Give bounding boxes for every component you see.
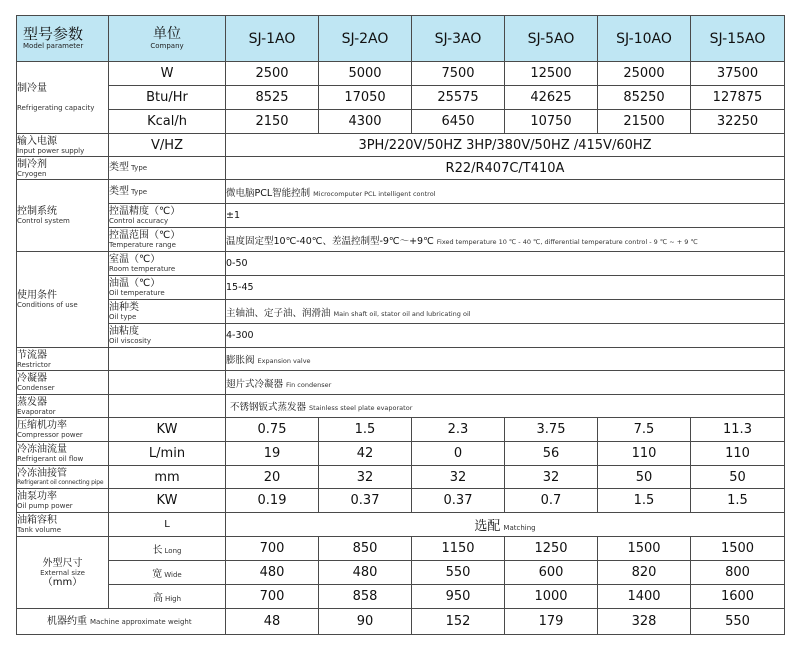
- value-cell: 85250: [598, 86, 691, 110]
- header-model: SJ-2AO: [319, 16, 412, 62]
- viscosity-value: 4-300: [226, 324, 785, 348]
- value-en: Fixed temperature 10 ℃ - 40 ℃, differential temperature control - 9 ℃ ~ + 9 ℃: [436, 237, 698, 246]
- unit-cell: L/min: [109, 442, 226, 466]
- header-model-en: Model parameter: [23, 42, 84, 50]
- value-cell: 2500: [226, 62, 319, 86]
- control-row: [17, 204, 785, 228]
- evaporator-value: [226, 395, 785, 418]
- value-cell: 2.3: [412, 418, 505, 442]
- value-cell: 4300: [319, 110, 412, 134]
- label-en: Control system: [17, 217, 70, 225]
- size-row: [17, 585, 785, 609]
- value-cell: 90: [319, 609, 412, 635]
- evaporator-row: [17, 395, 785, 418]
- label-cn: 控制系统: [17, 206, 57, 217]
- empty-cell: [109, 348, 226, 371]
- value-cell: 56: [505, 442, 598, 466]
- label-cn: 制冷量: [17, 83, 47, 94]
- value-cn: 微电脑PCL智能控制: [226, 187, 311, 199]
- value-cell: 6450: [412, 110, 505, 134]
- header-unit: [109, 16, 226, 62]
- size-sub-label: [109, 537, 226, 561]
- label-en: Oil pump power: [17, 502, 73, 510]
- value-cell: 700: [226, 585, 319, 609]
- conditions-row: [17, 252, 785, 276]
- pump-label: [17, 489, 109, 513]
- sub-en: Long: [164, 547, 182, 555]
- compressor-label: [17, 418, 109, 442]
- power-supply-row: [17, 134, 785, 157]
- label-en: Evaporator: [17, 407, 56, 416]
- value-cell: 550: [691, 609, 785, 635]
- label-en: Conditions of use: [17, 301, 78, 309]
- value-cell: 1250: [505, 537, 598, 561]
- value-cell: 550: [412, 561, 505, 585]
- label-cn: 输入电源: [17, 135, 57, 147]
- oil-temp-label: [109, 276, 226, 300]
- conditions-label: [17, 252, 109, 348]
- value-en: Matching: [503, 524, 536, 532]
- value-en: Stainless steel plate evaporator: [309, 404, 413, 412]
- value-cell: 0.37: [319, 489, 412, 513]
- value-cell: 50: [691, 466, 785, 489]
- control-row: [17, 228, 785, 252]
- label-en: Refrigerant oil connecting pipe: [17, 478, 104, 486]
- value-cell: 152: [412, 609, 505, 635]
- value-cell: 600: [505, 561, 598, 585]
- label-cn: 油泵功率: [17, 491, 57, 502]
- value-cell: 1.5: [319, 418, 412, 442]
- sub-en: High: [164, 595, 182, 603]
- label-cn: 冷冻油接管: [17, 467, 67, 479]
- value-cn: 不锈钢钣式蒸发器: [230, 402, 307, 413]
- tank-label: [17, 513, 109, 537]
- value-cell: 1000: [505, 585, 598, 609]
- conditions-row: [17, 276, 785, 300]
- value-cell: 11.3: [691, 418, 785, 442]
- sub-en: Oil viscosity: [109, 337, 151, 345]
- sub-cn: 控温精度（℃）: [109, 206, 181, 217]
- value-en: Microcomputer PCL intelligent control: [313, 189, 436, 198]
- label-cn: 制冷剂: [17, 158, 47, 170]
- pump-row: [17, 489, 785, 513]
- refrigerating-row: [17, 110, 785, 134]
- value-cell: 950: [412, 585, 505, 609]
- evaporator-label: [17, 395, 109, 418]
- oil-flow-label: [17, 442, 109, 466]
- header-model: SJ-5AO: [505, 16, 598, 62]
- room-temp-value: 0-50: [226, 252, 785, 276]
- unit-cell: L: [109, 513, 226, 537]
- compressor-row: [17, 418, 785, 442]
- unit-cell: KW: [109, 489, 226, 513]
- value-cell: 480: [226, 561, 319, 585]
- header-model-cn: 型号参数: [23, 25, 84, 43]
- unit-cell: Kcal/h: [109, 110, 226, 134]
- header-model: SJ-3AO: [412, 16, 505, 62]
- value-cell: 179: [505, 609, 598, 635]
- power-supply-label: [17, 134, 109, 157]
- label-en: Refrigerant oil flow: [17, 455, 84, 463]
- header-model: SJ-10AO: [598, 16, 691, 62]
- cryogen-sub-label: [109, 157, 226, 180]
- label-en: External size: [40, 568, 85, 577]
- unit-cell: V/HZ: [109, 134, 226, 157]
- oil-pipe-label: [17, 466, 109, 489]
- header-model: SJ-1AO: [226, 16, 319, 62]
- restrictor-value: [226, 348, 785, 371]
- label-cn: 使用条件: [17, 290, 57, 301]
- control-accuracy-value: ±1: [226, 204, 785, 228]
- oil-type-value: [226, 300, 785, 324]
- cryogen-value: R22/R407C/T410A: [226, 157, 785, 180]
- value-cell: 20: [226, 466, 319, 489]
- sub-cn: 类型: [109, 162, 129, 173]
- power-supply-value: 3PH/220V/50HZ 3HP/380V/50HZ /415V/60HZ: [226, 134, 785, 157]
- sub-cn: 油种类: [109, 302, 139, 313]
- sub-en: Wide: [164, 571, 182, 579]
- unit-cell: Btu/Hr: [109, 86, 226, 110]
- sub-cn: 控温范围（℃）: [109, 230, 181, 241]
- value-cell: 1150: [412, 537, 505, 561]
- label-en: Tank volume: [17, 526, 62, 534]
- header-unit-en: Company: [150, 42, 184, 50]
- value-cell: 1500: [598, 537, 691, 561]
- unit-cell: KW: [109, 418, 226, 442]
- value-cn: 温度固定型10℃-40℃、差温控制型-9℃～+9℃: [226, 235, 434, 247]
- value-en: Main shaft oil, stator oil and lubricating oil: [333, 309, 471, 318]
- oil-type-label: [109, 300, 226, 324]
- restrictor-label: [17, 348, 109, 371]
- empty-cell: [109, 371, 226, 395]
- value-cell: 19: [226, 442, 319, 466]
- value-cell: 7.5: [598, 418, 691, 442]
- tank-value: [226, 513, 785, 537]
- label-cn: 外型尺寸: [42, 557, 83, 569]
- sub-cn: 类型: [109, 185, 129, 197]
- header-model: SJ-15AO: [691, 16, 785, 62]
- sub-en: Type: [131, 187, 148, 196]
- control-type-label: [109, 180, 226, 204]
- label-en: Compressor power: [17, 431, 83, 439]
- label-cn: 冷凝器: [17, 373, 47, 384]
- value-en: Fin condenser: [286, 380, 332, 389]
- restrictor-row: [17, 348, 785, 371]
- value-cell: 820: [598, 561, 691, 585]
- label-en: Condenser: [17, 384, 55, 392]
- value-cell: 110: [691, 442, 785, 466]
- value-cell: 42: [319, 442, 412, 466]
- size-sub-label: [109, 561, 226, 585]
- conditions-row: [17, 324, 785, 348]
- size-row: [17, 561, 785, 585]
- sub-cn: 油粘度: [109, 326, 139, 337]
- value-en: Expansion valve: [257, 357, 311, 365]
- value-cell: 1.5: [598, 489, 691, 513]
- value-cell: 7500: [412, 62, 505, 86]
- sub-cn: 室温（℃）: [109, 254, 161, 265]
- oil-temp-value: 15-45: [226, 276, 785, 300]
- sub-cn: 油温（℃）: [109, 278, 161, 289]
- control-range-label: [109, 228, 226, 252]
- value-cell: 127875: [691, 86, 785, 110]
- unit-cell: mm: [109, 466, 226, 489]
- value-cell: 50: [598, 466, 691, 489]
- value-cell: 1.5: [691, 489, 785, 513]
- header-row: [17, 16, 785, 62]
- value-cell: 32: [505, 466, 598, 489]
- value-cell: 32: [319, 466, 412, 489]
- value-cell: 37500: [691, 62, 785, 86]
- tank-row: [17, 513, 785, 537]
- oil-flow-row: [17, 442, 785, 466]
- label-en: Restrictor: [17, 360, 51, 369]
- condenser-label: [17, 371, 109, 395]
- control-label: [17, 180, 109, 252]
- sub-en: Room temperature: [109, 265, 176, 273]
- value-cell: 21500: [598, 110, 691, 134]
- value-cell: 1500: [691, 537, 785, 561]
- condenser-value: [226, 371, 785, 395]
- value-cell: 32250: [691, 110, 785, 134]
- value-cn: 翅片式冷凝器: [226, 378, 284, 390]
- value-cell: 42625: [505, 86, 598, 110]
- control-accuracy-label: [109, 204, 226, 228]
- value-cell: 32: [412, 466, 505, 489]
- value-cell: 0.7: [505, 489, 598, 513]
- sub-en: Oil type: [109, 313, 137, 321]
- label-cn: 节流器: [17, 349, 47, 361]
- label-en: Input power supply: [17, 146, 85, 155]
- value-cell: 8525: [226, 86, 319, 110]
- sub-en: Control accuracy: [109, 217, 169, 225]
- sub-en: Oil temperature: [109, 289, 165, 297]
- header-unit-cn: 单位: [153, 26, 181, 42]
- sub-en: Type: [131, 164, 148, 172]
- cryogen-row: [17, 157, 785, 180]
- cryogen-label: [17, 157, 109, 180]
- label-cn: 油箱容积: [17, 515, 57, 526]
- label-en: Machine approximate weight: [90, 617, 192, 626]
- condenser-row: [17, 371, 785, 395]
- room-temp-label: [109, 252, 226, 276]
- label-unit: （mm）: [42, 576, 83, 588]
- label-cn: 蒸发器: [17, 396, 47, 408]
- label-cn: 压缩机功率: [17, 420, 67, 431]
- label-cn: 机器约重: [47, 615, 87, 627]
- conditions-row: [17, 300, 785, 324]
- value-cell: 10750: [505, 110, 598, 134]
- value-cell: 110: [598, 442, 691, 466]
- control-row: [17, 180, 785, 204]
- value-cn: 膨胀阀: [226, 355, 255, 366]
- value-cell: 3.75: [505, 418, 598, 442]
- label-cn: 冷冻油流量: [17, 444, 67, 455]
- value-cell: 17050: [319, 86, 412, 110]
- value-cell: 850: [319, 537, 412, 561]
- sub-cn: 宽: [152, 569, 163, 580]
- value-cell: 0.75: [226, 418, 319, 442]
- value-cell: 700: [226, 537, 319, 561]
- value-cn: 选配: [474, 519, 501, 534]
- value-cell: 480: [319, 561, 412, 585]
- weight-label: [17, 609, 226, 635]
- value-cell: 858: [319, 585, 412, 609]
- refrigerating-row: [17, 62, 785, 86]
- value-cell: 800: [691, 561, 785, 585]
- size-row: [17, 537, 785, 561]
- empty-cell: [109, 395, 226, 418]
- value-cell: 0.37: [412, 489, 505, 513]
- label-en: Cryogen: [17, 169, 47, 178]
- value-cell: 1600: [691, 585, 785, 609]
- oil-pipe-row: [17, 466, 785, 489]
- control-type-value: [226, 180, 785, 204]
- spec-table: [16, 15, 785, 635]
- value-cell: 25575: [412, 86, 505, 110]
- value-cell: 1400: [598, 585, 691, 609]
- value-cell: 12500: [505, 62, 598, 86]
- refrigerating-label: [17, 62, 109, 134]
- value-cell: 0: [412, 442, 505, 466]
- sub-cn: 高: [152, 593, 163, 604]
- value-cell: 25000: [598, 62, 691, 86]
- value-cell: 328: [598, 609, 691, 635]
- control-range-value: [226, 228, 785, 252]
- viscosity-label: [109, 324, 226, 348]
- unit-cell: W: [109, 62, 226, 86]
- value-cell: 5000: [319, 62, 412, 86]
- size-sub-label: [109, 585, 226, 609]
- value-cell: 48: [226, 609, 319, 635]
- refrigerating-row: [17, 86, 785, 110]
- header-model-param: [17, 16, 109, 62]
- value-cell: 0.19: [226, 489, 319, 513]
- value-cn: 主轴油、定子油、润滑油: [226, 307, 331, 319]
- sub-en: Temperature range: [109, 241, 176, 249]
- sub-cn: 长: [152, 545, 163, 556]
- label-en: Refrigerating capacity: [17, 104, 95, 112]
- value-cell: 2150: [226, 110, 319, 134]
- size-label: [17, 537, 109, 609]
- weight-row: [17, 609, 785, 635]
